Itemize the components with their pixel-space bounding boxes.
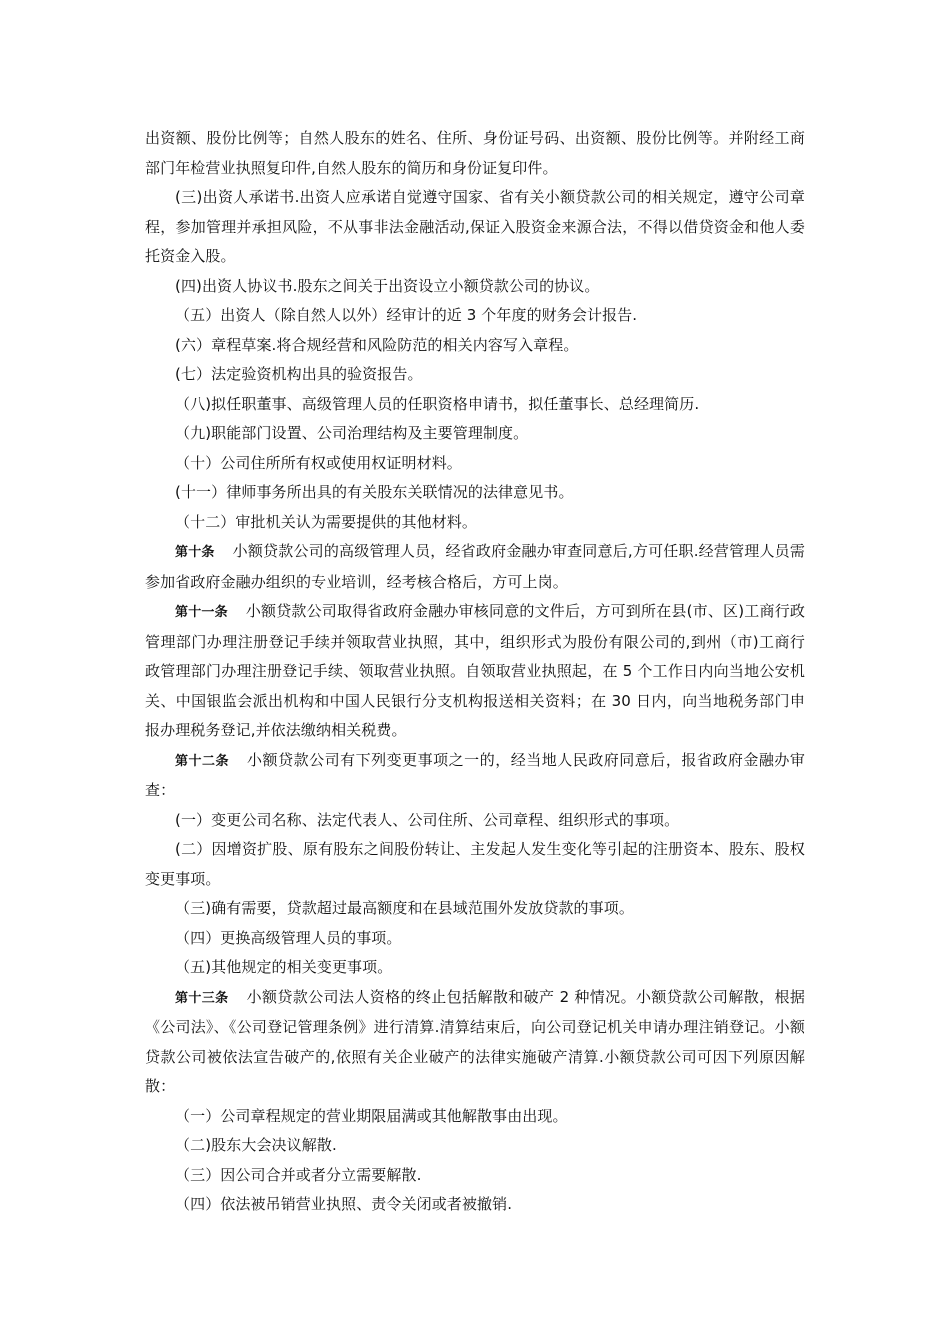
article-12	[145, 746, 805, 806]
article-text: 小额贷款公司法人资格的终止包括解散和破产 2 种情况。小额贷款公司解散，根据《公司法》、《公司登记管理条例》进行清算.清算结束后，向公司登记机关申请办理注销登记。小额贷款公司被依法宣告破产的,依照有关企业破产的法律实施破产清算.小额贷款公司可因下列原因解散：	[145, 987, 805, 1095]
article-text: 小额贷款公司有下列变更事项之一的，经当地人民政府同意后，报省政府金融办审查：	[145, 750, 805, 799]
list-item: （八)拟任职董事、高级管理人员的任职资格申请书，拟任董事长、总经理简历.	[175, 394, 700, 413]
document-body	[145, 124, 805, 1220]
list-item: （十二）审批机关认为需要提供的其他材料。	[175, 512, 478, 531]
article-title: 第十二条	[175, 753, 230, 769]
list-item: (六）章程草案.将合规经营和风险防范的相关内容写入章程。	[175, 335, 579, 354]
article-title: 第十三条	[175, 990, 229, 1006]
paragraph-cont: 出资额、股份比例等；自然人股东的姓名、住所、身份证号码、出资额、股份比例等。并附经工商部门年检营业执照复印件,自然人股东的简历和身份证复印件。	[145, 129, 805, 177]
list-item: （三）因公司合并或者分立需要解散.	[175, 1165, 422, 1184]
article-title: 第十一条	[175, 605, 228, 620]
list-item: (十一）律师事务所出具的有关股东关联情况的法律意见书。	[175, 483, 574, 501]
list-item: （三)确有需要，贷款超过最高额度和在县域范围外发放贷款的事项。	[175, 899, 634, 917]
article-title: 第十条	[175, 545, 215, 560]
list-item: （二)股东大会决议解散.	[175, 1136, 337, 1154]
article-text: 小额贷款公司取得省政府金融办审核同意的文件后，方可到所在县(市、区)工商行政管理部门办理注册登记手续并领取营业执照，其中，组织形式为股份有限公司的,到州（市)工商行政管理部门办理注册登记手续、领取营业执照。自领取营业执照起，在 5 个工作日内向当地公安机关、中国银监会派出机构和中国人民银行分支机构报送相关资料；在 30 日内，向当地税务部门申报办理税务登记,并依法缴纳相关税费。	[145, 602, 806, 739]
article-text: 小额贷款公司的高级管理人员，经省政府金融办审查同意后,方可任职.经营管理人员需参加省政府金融办组织的专业培训，经考核合格后，方可上岗。	[145, 542, 805, 591]
list-item: （一）公司章程规定的营业期限届满或其他解散事由出现。	[175, 1106, 568, 1125]
list-item: (一）变更公司名称、法定代表人、公司住所、公司章程、组织形式的事项。	[175, 810, 680, 829]
list-item: (二）因增资扩股、原有股东之间股份转让、主发起人发生变化等引起的注册资本、股东、股权变更事项。	[145, 840, 805, 888]
list-item: (四)出资人协议书.股东之间关于出资设立小额贷款公司的协议。	[175, 276, 600, 295]
list-item: (三)出资人承诺书.出资人应承诺自觉遵守国家、省有关小额贷款公司的相关规定，遵守公司章程，参加管理并承担风险，不从事非法金融活动,保证入股资金来源合法，不得以借贷资金和他人委托资金入股。	[145, 188, 805, 265]
list-item: （四）更换高级管理人员的事项。	[175, 928, 402, 947]
article-10	[145, 537, 805, 597]
list-item: （九)职能部门设置、公司治理结构及主要管理制度。	[175, 424, 529, 442]
list-item: (七）法定验资机构出具的验资报告。	[175, 365, 423, 383]
article-13	[145, 983, 805, 1102]
list-item: （四）依法被吊销营业执照、责令关闭或者被撤销.	[175, 1195, 513, 1213]
list-item: （十）公司住所所有权或使用权证明材料。	[175, 453, 462, 472]
list-item: （五）出资人（除自然人以外）经审计的近 3 个年度的财务会计报告.	[175, 306, 638, 324]
article-11	[145, 597, 805, 746]
list-item: （五)其他规定的相关变更事项。	[175, 958, 393, 976]
